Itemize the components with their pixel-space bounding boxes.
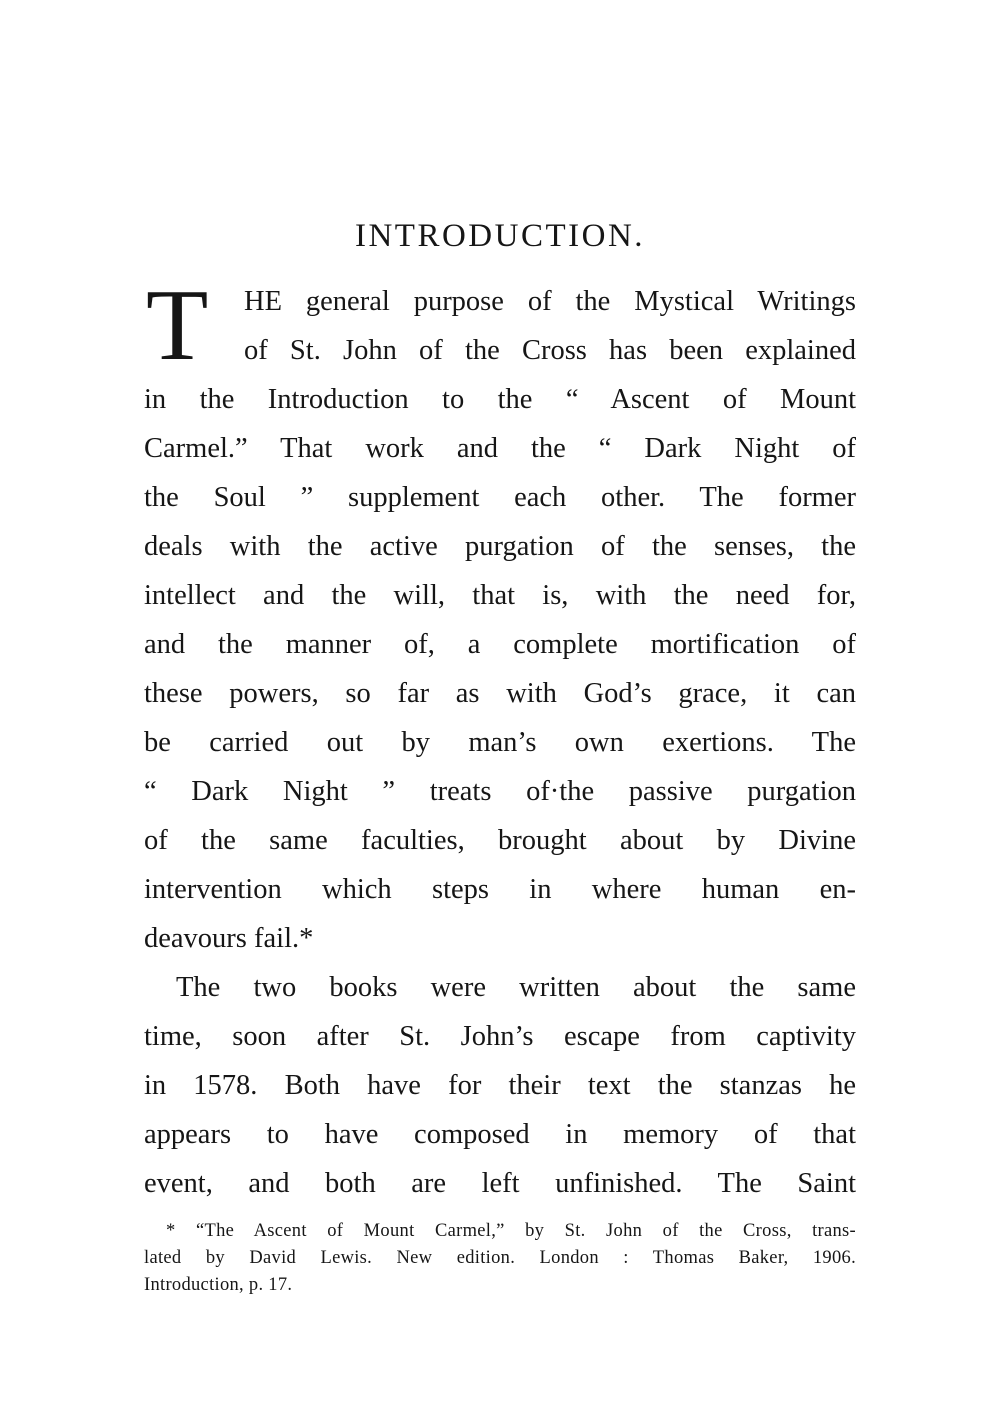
footnote-line: lated by David Lewis. New edition. London : Thomas Baker, 1906. — [144, 1248, 856, 1268]
chapter-heading: INTRODUCTION. — [354, 218, 646, 254]
paragraph-line: time, soon after St. John’s escape from captivity — [144, 1021, 856, 1052]
paragraph-line: deals with the active purgation of the senses, the — [144, 531, 856, 562]
paragraph-line: event, and both are left unfinished. The Saint — [144, 1168, 856, 1199]
paragraph-line: the Soul ” supplement each other. The former — [144, 482, 856, 513]
paragraph-line: in 1578. Both have for their text the stanzas he — [144, 1070, 856, 1101]
paragraph-line: intervention which steps in where human en- — [144, 874, 856, 905]
paragraph-line: these powers, so far as with God’s grace, it can — [144, 678, 856, 709]
paragraph-line: Carmel.” That work and the “ Dark Night of — [144, 433, 856, 464]
paragraph-line: “ Dark Night ” treats of·the passive purgation — [144, 776, 856, 807]
footnote — [144, 1218, 856, 1299]
footnote-line: * “The Ascent of Mount Carmel,” by St. John of the Cross, trans- — [166, 1221, 856, 1241]
footnote-line: Introduction, p. 17. — [144, 1275, 293, 1295]
paragraph-1 — [144, 269, 856, 963]
paragraph-line: HE general purpose of the Mystical Writings — [244, 286, 856, 317]
paragraph-2 — [144, 963, 856, 1208]
paragraph-line: in the Introduction to the “ Ascent of Mount — [144, 384, 856, 415]
paragraph-line: be carried out by man’s own exertions. The — [144, 727, 856, 758]
paragraph-line: and the manner of, a complete mortification of — [144, 629, 856, 660]
paragraph-line: of St. John of the Cross has been explained — [244, 335, 856, 366]
paragraph-line: The two books were written about the same — [176, 972, 856, 1003]
paragraph-line: deavours fail.* — [144, 923, 314, 954]
paragraph-line: intellect and the will, that is, with the need for, — [144, 580, 856, 611]
paragraph-line: appears to have composed in memory of that — [144, 1119, 856, 1150]
paragraph-line: of the same faculties, brought about by Divine — [144, 825, 856, 856]
drop-cap-letter: T — [146, 269, 209, 382]
